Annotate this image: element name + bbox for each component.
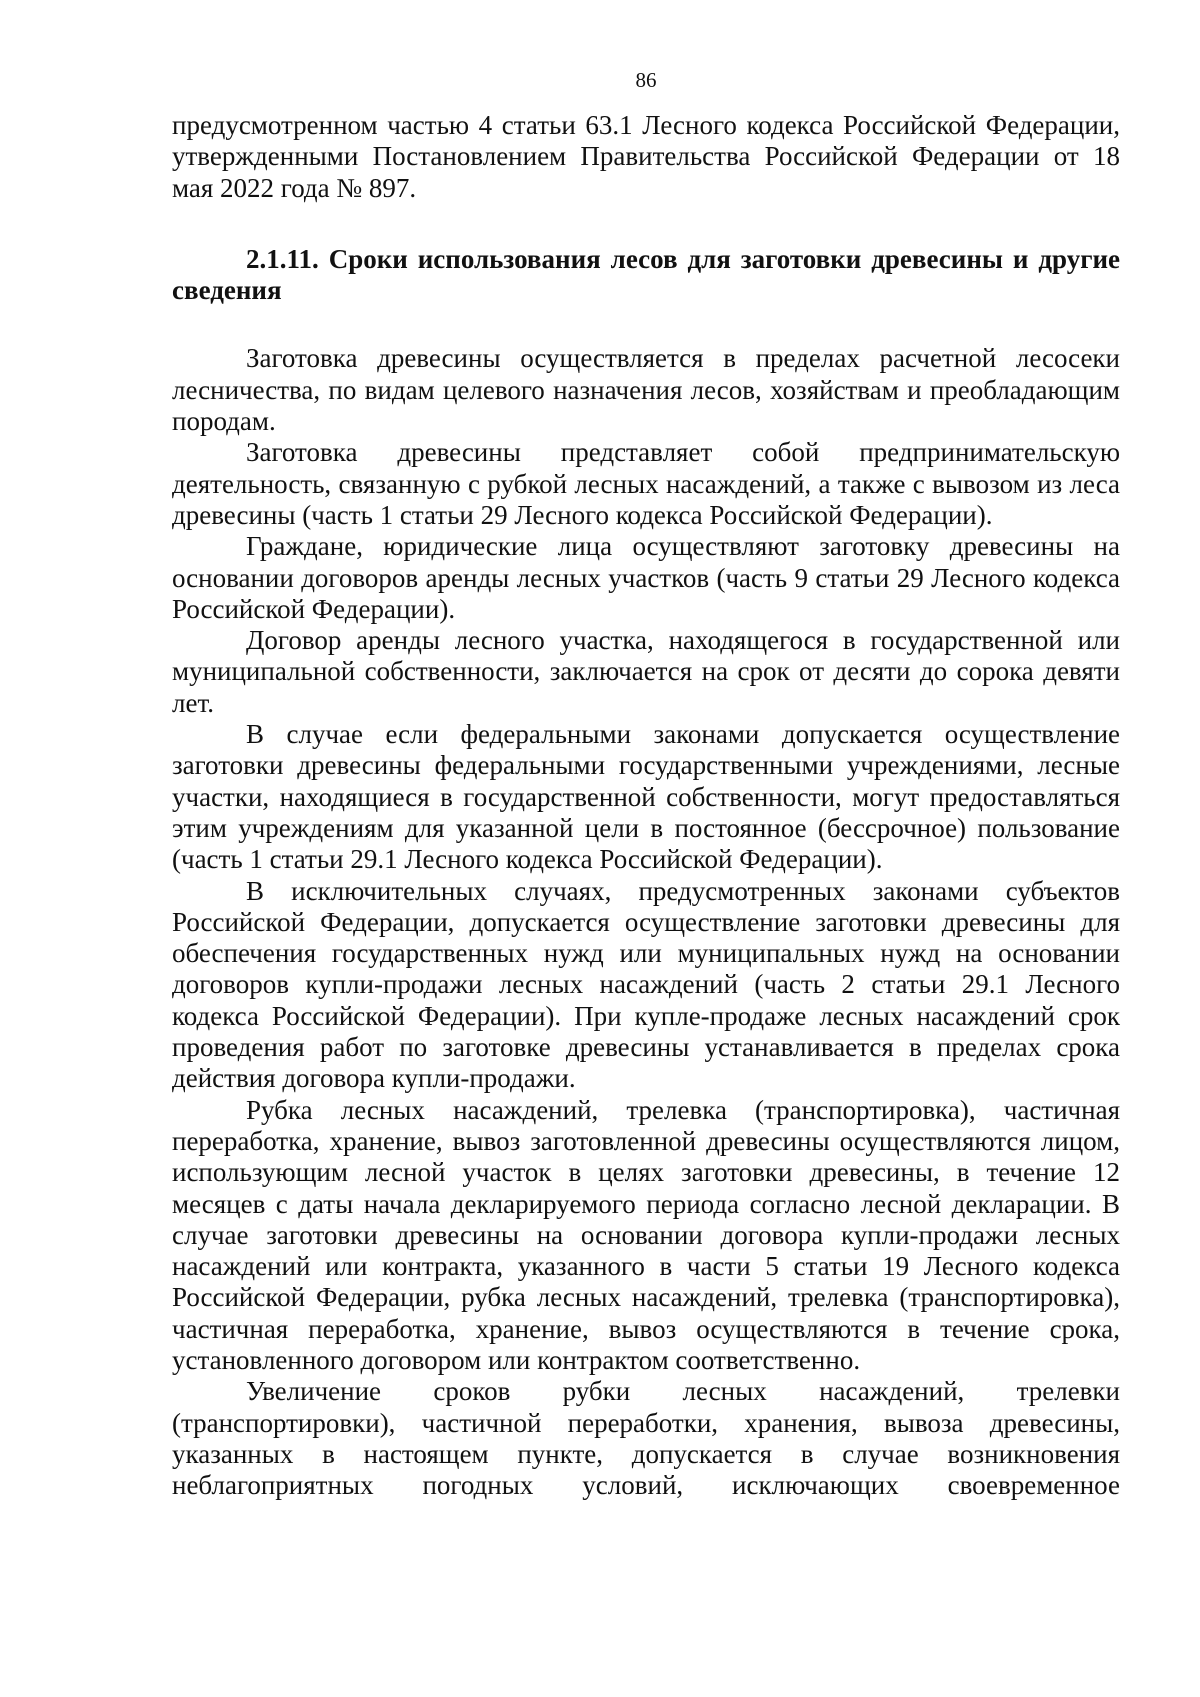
paragraph-6: В исключительных случаях, предусмотренных законами субъектов Российской Федерации, допускается осуществление заготовки древесины для обеспечения государственных нужд или муниципальных нужд на основании договоров купли-продажи лесных насаждений (часть 2 статьи 29.1 Лесного кодекса Российской Федерации). При купле-продаже лесных насаждений срок проведения работ по заготовке древесины устанавливается в пределах срока действия договора купли-продажи. <box>172 875 1120 1094</box>
paragraph-3: Граждане, юридические лица осуществляют заготовку древесины на основании договоров аренды лесных участков (часть 9 статьи 29 Лесного кодекса Российской Федерации). <box>172 531 1120 624</box>
paragraph-5: В случае если федеральными законами допускается осуществление заготовки древесины федеральными государственными учреждениями, лесные участки, находящиеся в государственной собственности, могут предоставляться этим учреждениям для указанной цели в постоянное (бессрочное) пользование (часть 1 статьи 29.1 Лесного кодекса Российской Федерации). <box>172 719 1120 875</box>
paragraph-8: Увеличение сроков рубки лесных насаждений, трелевки (транспортировки), частичной переработки, хранения, вывоза древесины, указанных в настоящем пункте, допускается в случае возникновения неблагоприятных погодных условий, исключающих своевременное <box>172 1376 1120 1501</box>
paragraph-4: Договор аренды лесного участка, находящегося в государственной или муниципальной собственности, заключается на срок от десяти до сорока девяти лет. <box>172 625 1120 718</box>
document-page <box>172 68 1120 1501</box>
paragraph-2: Заготовка древесины представляет собой предпринимательскую деятельность, связанную с рубкой лесных насаждений, а также с вывозом из леса древесины (часть 1 статьи 29 Лесного кодекса Российской Федерации). <box>172 437 1120 530</box>
paragraph-7: Рубка лесных насаждений, трелевка (транспортировка), частичная переработка, хранение, вывоз заготовленной древесины осуществляются лицом, использующим лесной участок в целях заготовки древесины, в течение 12 месяцев с даты начала декларируемого периода согласно лесной декларации. В случае заготовки древесины на основании договора купли-продажи лесных насаждений или контракта, указанного в части 5 статьи 19 Лесного кодекса Российской Федерации, рубка лесных насаждений, трелевка (транспортировка), частичная переработка, хранение, вывоз осуществляются в течение срока, установленного договором или контрактом соответственно. <box>172 1094 1120 1375</box>
page-number: 86 <box>635 68 657 92</box>
paragraph-1: Заготовка древесины осуществляется в пределах расчетной лесосеки лесничества, по видам целевого назначения лесов, хозяйствам и преобладающим породам. <box>172 343 1120 437</box>
section-heading: 2.1.11. Сроки использования лесов для заготовки древесины и другие сведения <box>172 243 1120 306</box>
continuation-paragraph: предусмотренном частью 4 статьи 63.1 Лесного кодекса Российской Федерации, утвержденными Постановлением Правительства Российской Федерации от 18 мая 2022 года № 897. <box>172 110 1120 203</box>
